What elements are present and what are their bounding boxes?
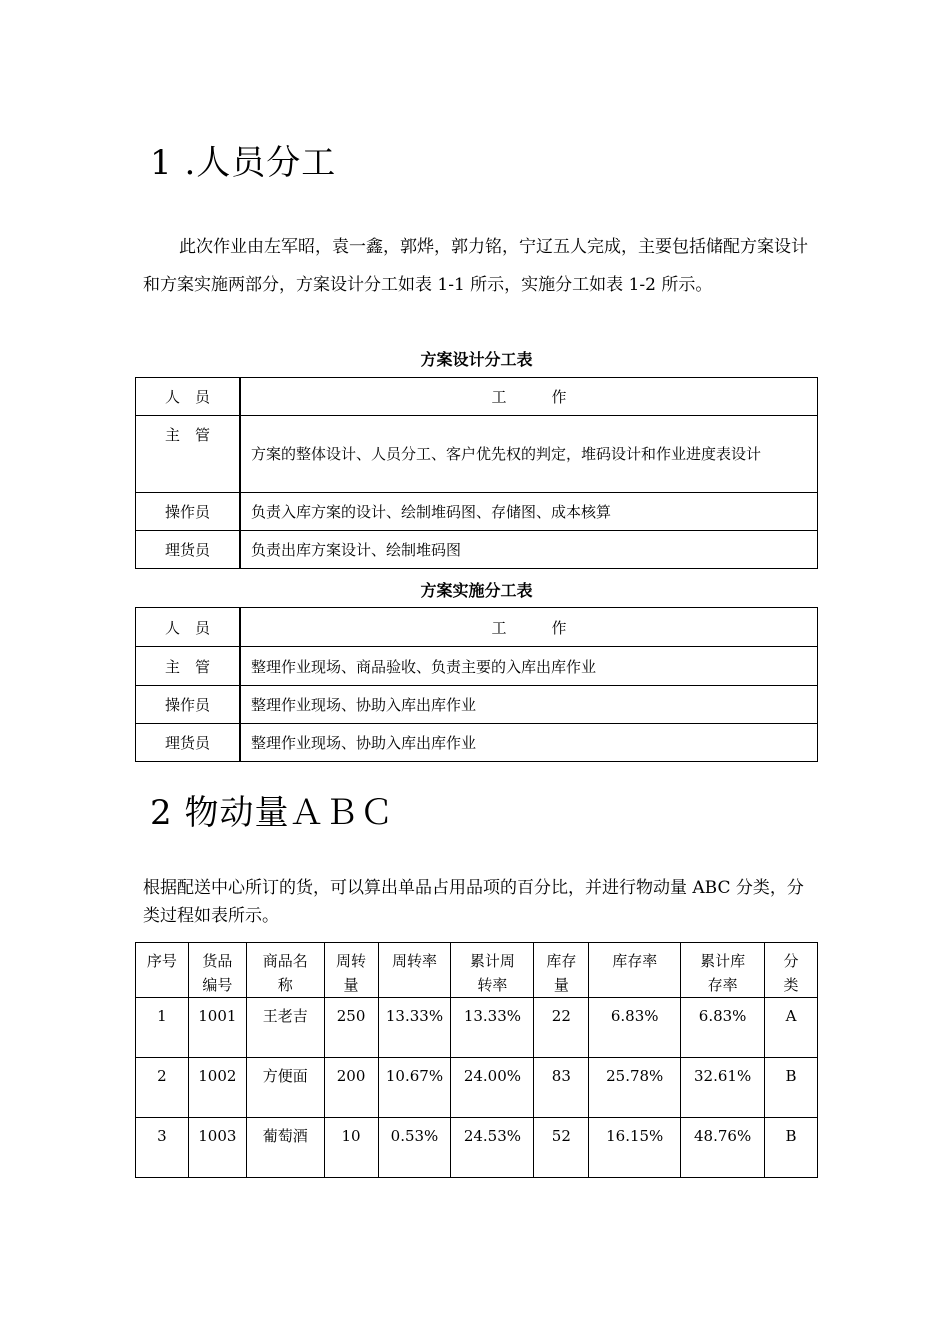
column-header-line-1: 周转 — [336, 952, 367, 970]
section-1-title: 1 .人员分工 — [150, 143, 337, 183]
column-header-line-2: 量 — [553, 976, 569, 994]
table-cell: 24.00% — [451, 1058, 534, 1118]
table-cell: 13.33% — [451, 998, 534, 1058]
table-cell: 13.33% — [378, 998, 451, 1058]
table-header-row — [136, 943, 818, 998]
table-cell: 10 — [324, 1118, 378, 1178]
column-header-line-2: 存率 — [707, 976, 738, 994]
column-header-line-1: 库存率 — [612, 952, 658, 970]
column-header — [681, 943, 765, 998]
column-header — [589, 943, 681, 998]
row-personnel: 操作员 — [136, 686, 241, 724]
table-cell: 0.53% — [378, 1118, 451, 1178]
table-cell: A — [765, 998, 818, 1058]
column-header — [378, 943, 451, 998]
table-design — [135, 377, 818, 569]
row-work: 整理作业现场、商品验收、负责主要的入库出库作业 — [240, 647, 818, 686]
table-cell: 200 — [324, 1058, 378, 1118]
column-header-line-2: 转率 — [477, 976, 508, 994]
column-header — [451, 943, 534, 998]
table-header-row — [136, 378, 818, 416]
section-2-paragraph: 根据配送中心所订的货，可以算出单品占用品项的百分比，并进行物动量 ABC 分类，分类过程如表所示。 — [143, 878, 804, 926]
table-cell: 6.83% — [681, 998, 765, 1058]
table-cell: 方便面 — [246, 1058, 324, 1118]
table-cell: B — [765, 1118, 818, 1178]
column-header-line-1: 库存 — [546, 952, 577, 970]
row-personnel: 主 管 — [136, 416, 241, 493]
column-header-line-1: 商品名 — [262, 952, 308, 970]
column-header-line-1: 累计库 — [700, 952, 746, 970]
table-row — [136, 998, 818, 1058]
column-header-line-2: 编号 — [202, 976, 233, 994]
table-row — [136, 724, 818, 762]
table-cell: 1 — [136, 998, 189, 1058]
row-personnel: 操作员 — [136, 493, 241, 531]
table-cell: 王老吉 — [246, 998, 324, 1058]
table-header-row — [136, 608, 818, 647]
table-cell: 6.83% — [589, 998, 681, 1058]
table-cell: 32.61% — [681, 1058, 765, 1118]
column-header — [534, 943, 589, 998]
table-cell: 3 — [136, 1118, 189, 1178]
column-header-line-1: 周转率 — [391, 952, 437, 970]
header-personnel: 人 员 — [136, 608, 241, 647]
table-cell: 1003 — [188, 1118, 246, 1178]
table-cell: 250 — [324, 998, 378, 1058]
header-work: 工 作 — [240, 608, 818, 647]
row-personnel: 理货员 — [136, 531, 241, 569]
table-cell: 52 — [534, 1118, 589, 1178]
column-header — [246, 943, 324, 998]
column-header-line-1: 货品 — [202, 952, 233, 970]
row-personnel: 理货员 — [136, 724, 241, 762]
row-personnel: 主 管 — [136, 647, 241, 686]
column-header — [765, 943, 818, 998]
table-cell: 1002 — [188, 1058, 246, 1118]
table-row — [136, 493, 818, 531]
table-cell: 2 — [136, 1058, 189, 1118]
table-row — [136, 531, 818, 569]
section-1-paragraph: 此次作业由左军昭，袁一鑫，郭烨，郭力铭，宁辽五人完成，主要包括储配方案设计和方案实施两部分，方案设计分工如表 1-1 所示，实施分工如表 1-2 所示。 — [143, 237, 808, 295]
table-design-caption: 方案设计分工表 — [420, 350, 533, 369]
column-header-line-1: 累计周 — [469, 952, 515, 970]
table-cell: 1001 — [188, 998, 246, 1058]
row-work: 整理作业现场、协助入库出库作业 — [240, 724, 818, 762]
row-work: 方案的整体设计、人员分工、客户优先权的判定，堆码设计和作业进度表设计 — [240, 416, 818, 493]
table-row — [136, 416, 818, 493]
table-abc — [135, 942, 818, 1178]
column-header-line-1: 分 — [783, 952, 799, 970]
table-cell: 葡萄酒 — [246, 1118, 324, 1178]
column-header-line-2: 类 — [783, 976, 799, 994]
table-row — [136, 1118, 818, 1178]
table-cell: 10.67% — [378, 1058, 451, 1118]
table-cell: 48.76% — [681, 1118, 765, 1178]
header-personnel: 人 员 — [136, 378, 241, 416]
header-work: 工 作 — [240, 378, 818, 416]
section-2-title: 2 物动量ＡＢＣ — [150, 793, 395, 833]
table-impl — [135, 607, 818, 762]
table-row — [136, 647, 818, 686]
row-work: 负责出库方案设计、绘制堆码图 — [240, 531, 818, 569]
column-header-line-2: 量 — [343, 976, 359, 994]
table-cell: 24.53% — [451, 1118, 534, 1178]
table-row — [136, 686, 818, 724]
table-cell: 16.15% — [589, 1118, 681, 1178]
row-work: 负责入库方案的设计、绘制堆码图、存储图、成本核算 — [240, 493, 818, 531]
row-work: 整理作业现场、协助入库出库作业 — [240, 686, 818, 724]
table-cell: 83 — [534, 1058, 589, 1118]
column-header-line-2: 称 — [277, 976, 293, 994]
column-header — [188, 943, 246, 998]
column-header — [136, 943, 189, 998]
table-row — [136, 1058, 818, 1118]
table-cell: 25.78% — [589, 1058, 681, 1118]
table-impl-caption: 方案实施分工表 — [420, 581, 533, 600]
table-cell: 22 — [534, 998, 589, 1058]
column-header-line-1: 序号 — [146, 952, 177, 970]
column-header — [324, 943, 378, 998]
table-cell: B — [765, 1058, 818, 1118]
